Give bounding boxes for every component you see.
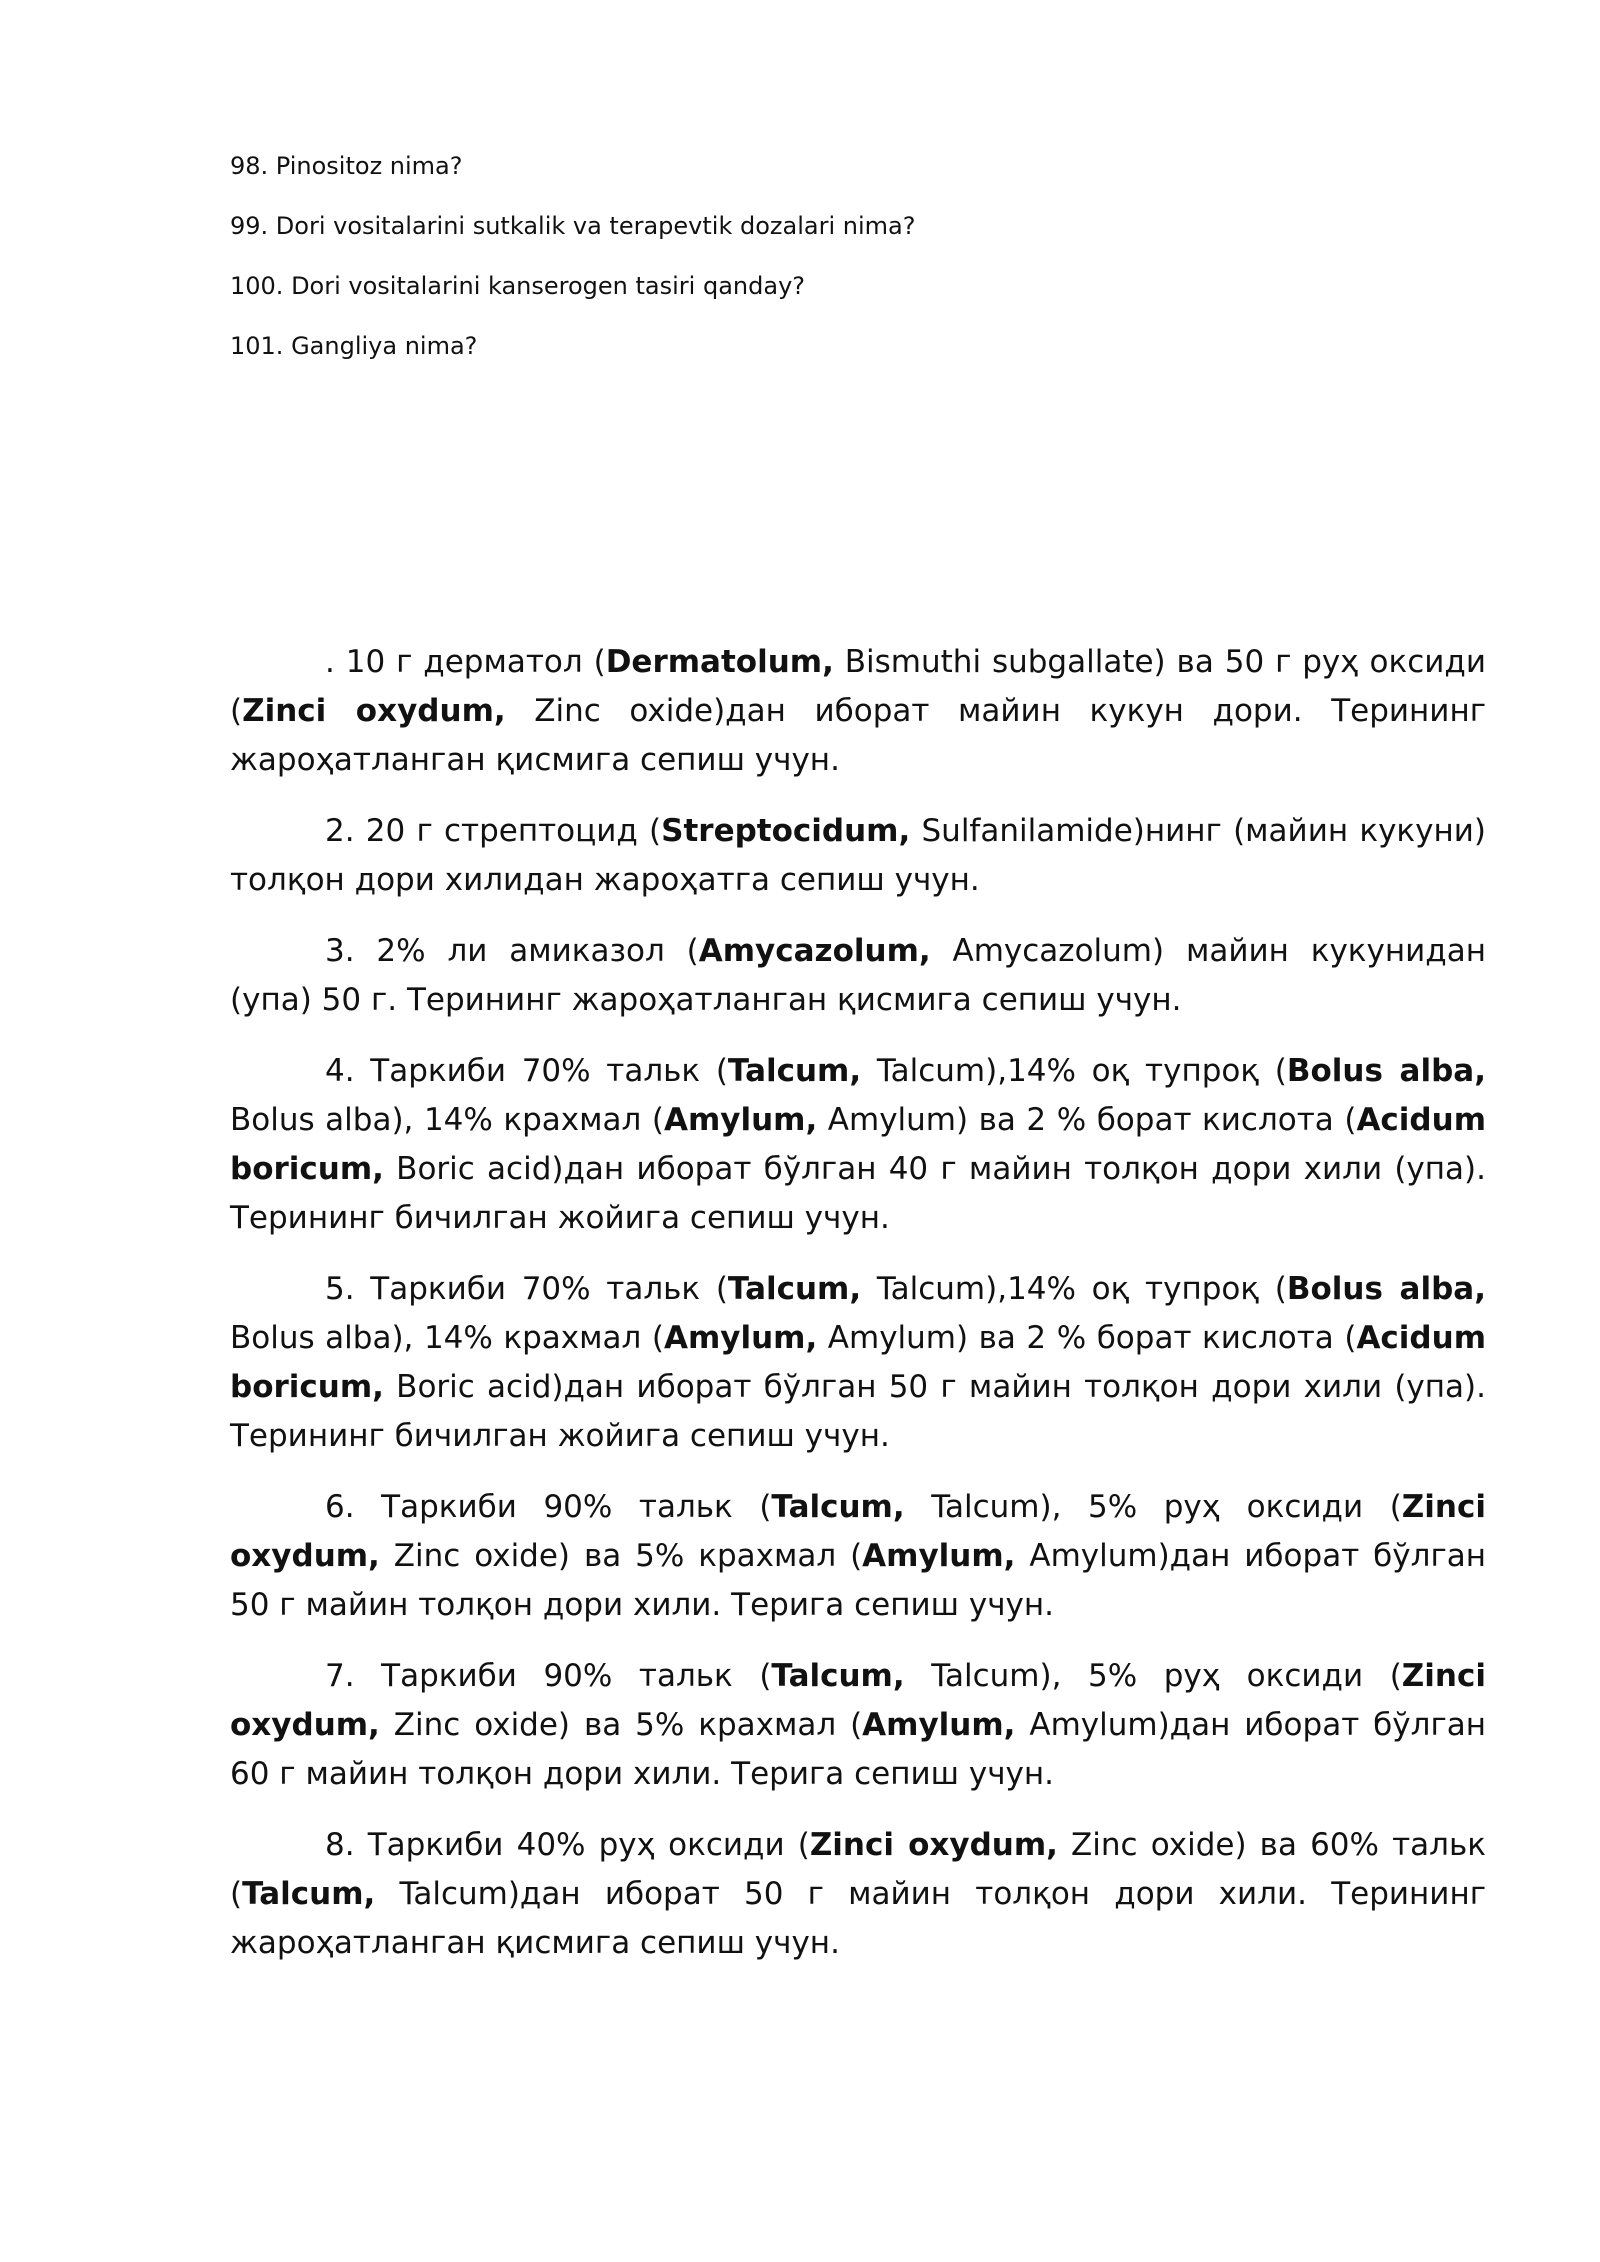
recipe-text: 5. Таркиби 70% тальк ( [325, 1271, 728, 1307]
recipe-text: Talcum), 5% руҳ оксиди ( [904, 1658, 1402, 1694]
question-item: 100. Dori vositalarini kanserogen tasiri qanday? [230, 272, 806, 300]
recipe-paragraph [230, 807, 1486, 905]
recipe-paragraph [230, 1047, 1486, 1243]
latin-name-bold: Talcum, [242, 1876, 376, 1912]
recipe-list [230, 638, 1486, 1990]
latin-name-bold: Zinci oxydum, [230, 1489, 1486, 1574]
latin-name-bold: Acidum boricum, [230, 1320, 1486, 1405]
recipe-text: 3. 2% ли амиказол ( [325, 933, 699, 969]
latin-name-bold: Amycazolum, [698, 933, 931, 969]
question-item: 101. Gangliya nima? [230, 332, 478, 360]
recipe-paragraph [230, 1483, 1486, 1630]
latin-name-bold: Talcum, [727, 1271, 862, 1307]
recipe-paragraph [230, 638, 1486, 785]
latin-name-bold: Acidum boricum, [230, 1102, 1486, 1187]
recipe-text: Bolus alba), 14% крахмал ( [230, 1102, 664, 1138]
latin-name-bold: Talcum, [771, 1658, 905, 1694]
question-item: 99. Dori vositalarini sutkalik va terapevtik dozalari nima? [230, 212, 916, 240]
latin-name-bold: Zinci oxydum, [809, 1827, 1058, 1863]
question-list [230, 150, 1430, 390]
question-item: 98. Pinositoz nima? [230, 152, 463, 180]
latin-name-bold: Amylum, [862, 1707, 1016, 1743]
recipe-text: 2. 20 г стрептоцид ( [325, 813, 662, 849]
recipe-text: 6. Таркиби 90% тальк ( [325, 1489, 772, 1525]
latin-name-bold: Amylum, [862, 1538, 1016, 1574]
recipe-text: Amylum) ва 2 % борат кислота ( [817, 1102, 1357, 1138]
recipe-text: . 10 г дерматол ( [325, 644, 606, 680]
recipe-text: Amylum)дан иборат бўлган 60 г майин толқон дори хили. Терига сепиш учун. [230, 1707, 1486, 1792]
recipe-paragraph [230, 1821, 1486, 1968]
recipe-text: Zinc oxide) ва 5% крахмал ( [379, 1707, 863, 1743]
recipe-paragraph [230, 927, 1486, 1025]
recipe-text: Boric acid)дан иборат бўлган 50 г майин толқон дори хили (упа). Терининг бичилган жойига сепиш учун. [230, 1369, 1486, 1454]
latin-name-bold: Amylum, [663, 1102, 818, 1138]
recipe-text: 7. Таркиби 90% тальк ( [325, 1658, 772, 1694]
recipe-text: Amycazolum) майин кукунидан (упа) 50 г. Терининг жароҳатланган қисмига сепиш учун. [230, 933, 1486, 1018]
recipe-text: Zinc oxide)дан иборат майин кукун дори. Терининг жароҳатланган қисмига сепиш учун. [230, 693, 1486, 778]
recipe-text: Bolus alba), 14% крахмал ( [230, 1320, 664, 1356]
latin-name-bold: Amylum, [663, 1320, 818, 1356]
recipe-text: Talcum)дан иборат 50 г майин толқон дори хили. Терининг жароҳатланган қисмига сепиш учун. [230, 1876, 1486, 1961]
recipe-text: Sulfanilamide)нинг (майин кукуни) толқон дори хилидан жароҳатга сепиш учун. [230, 813, 1486, 898]
recipe-text: Talcum),14% оқ тупроқ ( [861, 1271, 1287, 1307]
recipe-text: Amylum)дан иборат бўлган 50 г майин толқон дори хили. Терига сепиш учун. [230, 1538, 1486, 1623]
recipe-text: Zinc oxide) ва 60% тальк ( [230, 1827, 1486, 1912]
recipe-text: Amylum) ва 2 % борат кислота ( [817, 1320, 1357, 1356]
latin-name-bold: Zinci oxydum, [230, 1658, 1486, 1743]
recipe-text: Zinc oxide) ва 5% крахмал ( [379, 1538, 863, 1574]
recipe-text: 4. Таркиби 70% тальк ( [325, 1053, 728, 1089]
latin-name-bold: Talcum, [771, 1489, 905, 1525]
latin-name-bold: Zinci oxydum, [242, 693, 506, 729]
latin-name-bold: Streptocidum, [661, 813, 911, 849]
latin-name-bold: Dermatolum, [605, 644, 834, 680]
latin-name-bold: Talcum, [727, 1053, 862, 1089]
latin-name-bold: Bolus alba, [1286, 1053, 1486, 1089]
recipe-text: Bismuthi subgallate) ва 50 г руҳ оксиди ( [230, 644, 1486, 729]
recipe-paragraph [230, 1652, 1486, 1799]
recipe-paragraph [230, 1265, 1486, 1461]
recipe-text: 8. Таркиби 40% руҳ оксиди ( [325, 1827, 810, 1863]
recipe-text: Talcum),14% оқ тупроқ ( [861, 1053, 1287, 1089]
latin-name-bold: Bolus alba, [1286, 1271, 1486, 1307]
recipe-text: Boric acid)дан иборат бўлган 40 г майин толқон дори хили (упа). Терининг бичилган жойига сепиш учун. [230, 1151, 1486, 1236]
recipe-text: Talcum), 5% руҳ оксиди ( [904, 1489, 1402, 1525]
